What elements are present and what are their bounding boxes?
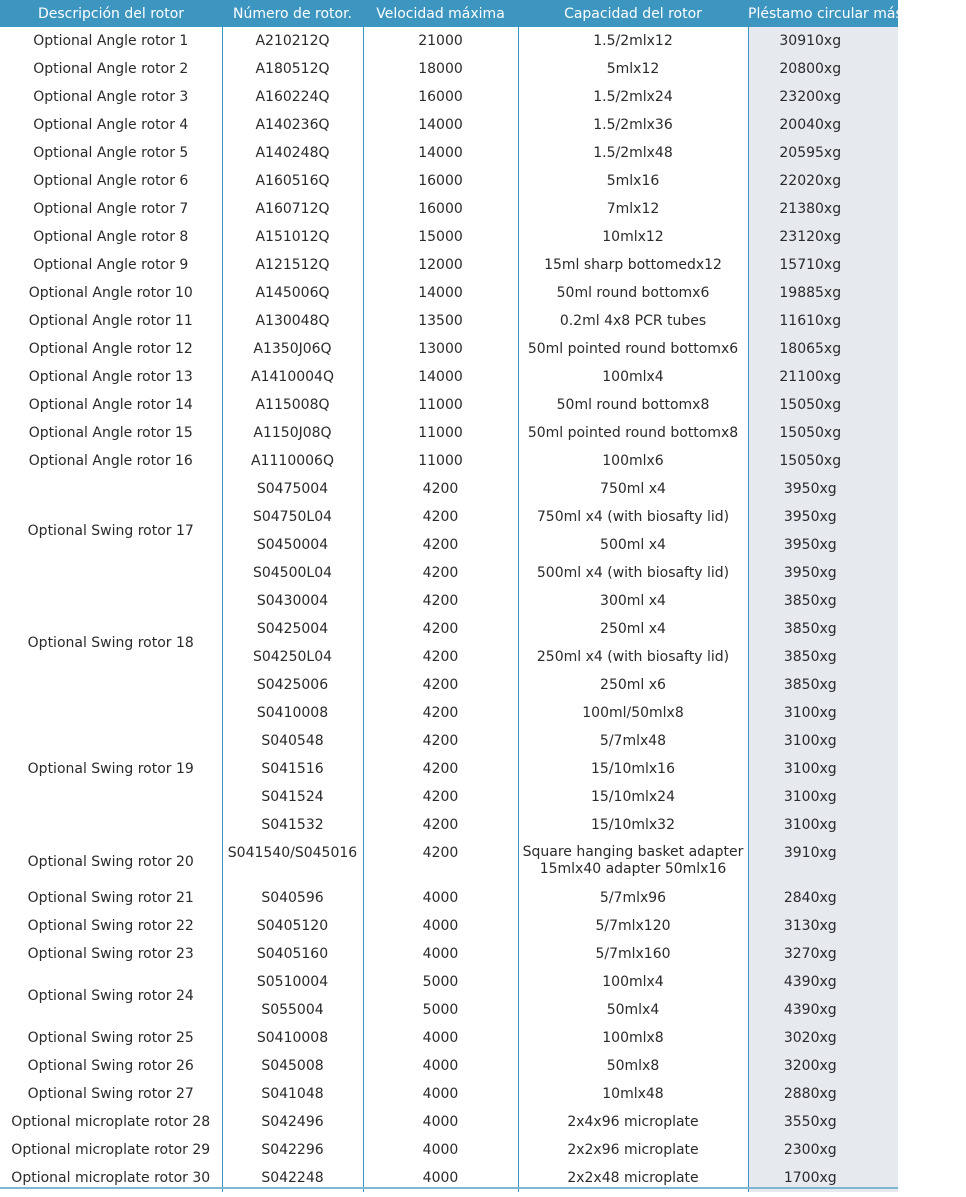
rotor-description-cell: Optional Swing rotor 21 [27,890,194,906]
rotor-number-cell: S0405160 [222,940,363,968]
capacity-cell: 100ml/50mlx8 [518,699,748,727]
capacity-cell: 5/7mlx160 [518,940,748,968]
max-speed-cell: 4000 [363,1108,518,1136]
rotor-number-cell: A180512Q [222,55,363,83]
table-row [0,587,898,615]
max-rcf-cell: 3130xg [748,912,898,940]
max-speed-cell: 14000 [363,139,518,167]
capacity-cell: 250ml x4 (with biosafty lid) [518,643,748,671]
table-row [0,83,898,111]
capacity-cell: 5/7mlx96 [518,884,748,912]
max-speed-cell: 14000 [363,279,518,307]
max-rcf-cell: 18065xg [748,335,898,363]
rotor-description-cell: Optional Angle rotor 12 [28,341,193,357]
bottom-rule [0,1187,898,1189]
rotor-number-cell: A140248Q [222,139,363,167]
max-speed-cell: 16000 [363,195,518,223]
rotor-number-cell: A145006Q [222,279,363,307]
rotor-number-cell: A160224Q [222,83,363,111]
rotor-number-cell: S040548 [222,727,363,755]
max-speed-cell: 4200 [363,783,518,811]
max-speed-cell: 11000 [363,419,518,447]
max-speed-cell: 4000 [363,1164,518,1192]
capacity-cell: 5/7mlx120 [518,912,748,940]
max-rcf-cell: 3100xg [748,755,898,783]
max-speed-cell: 4000 [363,1080,518,1108]
capacity-cell: 750ml x4 [518,475,748,503]
rotor-description-cell: Optional Swing rotor 26 [27,1058,194,1074]
rotor-number-cell: S0410008 [222,1024,363,1052]
capacity-cell: 7mlx12 [518,195,748,223]
rotor-description-cell: Optional Angle rotor 13 [28,369,193,385]
capacity-cell: 100mlx6 [518,447,748,475]
rotor-number-cell: S042296 [222,1136,363,1164]
max-rcf-cell: 3020xg [748,1024,898,1052]
table-row [0,251,898,279]
rotor-number-cell: A1350J06Q [222,335,363,363]
table-row [0,884,898,912]
rotor-description-cell: Optional Swing rotor 20 [27,853,194,870]
max-rcf-cell: 22020xg [748,167,898,195]
table-row [0,940,898,968]
rotor-number-cell: A160712Q [222,195,363,223]
rotor-number-cell: S04750L04 [222,503,363,531]
table-row [0,55,898,83]
max-rcf-cell: 21380xg [748,195,898,223]
max-speed-cell: 4200 [363,531,518,559]
table-row [0,1080,898,1108]
max-rcf-cell: 3950xg [748,531,898,559]
capacity-cell: 750ml x4 (with biosafty lid) [518,503,748,531]
table-row [0,195,898,223]
table-row [0,27,898,55]
capacity-cell: 50mlx4 [518,996,748,1024]
rotor-number-cell: A160516Q [222,167,363,195]
table-row [0,111,898,139]
max-speed-cell: 16000 [363,167,518,195]
table-row [0,307,898,335]
capacity-cell: 5/7mlx48 [518,727,748,755]
max-speed-cell: 18000 [363,55,518,83]
rotor-description-cell: Optional Angle rotor 3 [33,89,189,105]
max-rcf-cell: 3270xg [748,940,898,968]
rotor-description-cell: Optional Angle rotor 16 [28,453,193,469]
rotor-number-cell: S040596 [222,884,363,912]
table-row [0,475,898,503]
max-rcf-cell: 11610xg [748,307,898,335]
rotor-number-cell: S041048 [222,1080,363,1108]
max-speed-cell: 4200 [363,671,518,699]
table-row [0,1052,898,1080]
capacity-cell: 100mlx8 [518,1024,748,1052]
rotor-number-cell: A1150J08Q [222,419,363,447]
capacity-cell: 0.2ml 4x8 PCR tubes [518,307,748,335]
max-rcf-cell: 3850xg [748,587,898,615]
max-rcf-cell: 15050xg [748,391,898,419]
capacity-cell: 1.5/2mlx36 [518,111,748,139]
max-rcf-cell: 15050xg [748,419,898,447]
capacity-cell: 500ml x4 (with biosafty lid) [518,559,748,587]
table-row [0,839,898,884]
header-rotor-number: Número de rotor. [222,0,363,27]
rotor-description-cell: Optional Swing rotor 23 [27,946,194,962]
max-speed-cell: 4200 [363,839,518,884]
max-speed-cell: 11000 [363,447,518,475]
max-rcf-cell: 3950xg [748,475,898,503]
rotor-number-cell: A140236Q [222,111,363,139]
table-row [0,1108,898,1136]
max-rcf-cell: 2300xg [748,1136,898,1164]
table-row [0,391,898,419]
rotor-description-cell: Optional Swing rotor 25 [27,1030,194,1046]
max-speed-cell: 16000 [363,83,518,111]
max-speed-cell: 4200 [363,811,518,839]
capacity-cell: 15/10mlx24 [518,783,748,811]
max-speed-cell: 4200 [363,503,518,531]
max-speed-cell: 4000 [363,912,518,940]
capacity-cell: Square hanging basket adapter 15mlx40 adapter 50mlx16 [518,839,748,884]
max-rcf-cell: 3910xg [748,839,898,884]
table-row [0,447,898,475]
max-rcf-cell: 15050xg [748,447,898,475]
max-rcf-cell: 1700xg [748,1164,898,1192]
max-speed-cell: 15000 [363,223,518,251]
rotor-number-cell: S0430004 [222,587,363,615]
rotor-description-cell: Optional Angle rotor 8 [33,229,189,245]
max-rcf-cell: 23200xg [748,83,898,111]
rotor-number-cell: S0510004 [222,968,363,996]
max-rcf-cell: 20040xg [748,111,898,139]
max-speed-cell: 4200 [363,559,518,587]
rotor-number-cell: A151012Q [222,223,363,251]
rotor-number-cell: A1110006Q [222,447,363,475]
table-row [0,699,898,727]
rotor-description-cell: Optional Swing rotor 22 [27,918,194,934]
header-rotor-description: Descripción del rotor [0,0,222,27]
max-speed-cell: 5000 [363,968,518,996]
rotor-number-cell: S041532 [222,811,363,839]
rotor-description-cell: Optional Swing rotor 17 [27,523,194,539]
max-rcf-cell: 23120xg [748,223,898,251]
rotor-number-cell: S0405120 [222,912,363,940]
max-speed-cell: 4000 [363,1024,518,1052]
capacity-cell: 15/10mlx32 [518,811,748,839]
capacity-cell: 250ml x6 [518,671,748,699]
capacity-cell: 5mlx16 [518,167,748,195]
capacity-cell: 300ml x4 [518,587,748,615]
table-row [0,223,898,251]
max-rcf-cell: 21100xg [748,363,898,391]
capacity-cell: 2x2x48 microplate [518,1164,748,1192]
capacity-cell: 50mlx8 [518,1052,748,1080]
max-rcf-cell: 3850xg [748,671,898,699]
rotor-number-cell: A121512Q [222,251,363,279]
rotor-description-cell: Optional Swing rotor 19 [27,761,194,777]
capacity-cell: 15/10mlx16 [518,755,748,783]
rotor-description-cell: Optional Angle rotor 7 [33,201,189,217]
max-speed-cell: 4000 [363,1136,518,1164]
rotor-number-cell: S0425004 [222,615,363,643]
table-row [0,912,898,940]
rotor-number-cell: A210212Q [222,27,363,55]
max-speed-cell: 12000 [363,251,518,279]
table-row [0,1136,898,1164]
max-speed-cell: 14000 [363,363,518,391]
max-speed-cell: 13500 [363,307,518,335]
max-rcf-cell: 3100xg [748,811,898,839]
capacity-cell: 1.5/2mlx24 [518,83,748,111]
capacity-cell: 50ml round bottomx6 [518,279,748,307]
rotor-number-cell: S041540/S045016 [222,839,363,884]
rotor-number-cell: S0450004 [222,531,363,559]
rotor-number-cell: S04250L04 [222,643,363,671]
table-row [0,279,898,307]
rotor-description-cell: Optional microplate rotor 28 [11,1114,211,1130]
capacity-cell: 1.5/2mlx12 [518,27,748,55]
rotor-description-cell: Optional Angle rotor 11 [28,313,193,329]
capacity-cell: 10mlx12 [518,223,748,251]
header-max-rcf: Pléstamo circular más ximo XG [748,0,898,27]
max-rcf-cell: 3100xg [748,783,898,811]
rotor-number-cell: S045008 [222,1052,363,1080]
max-speed-cell: 4200 [363,699,518,727]
max-rcf-cell: 3850xg [748,615,898,643]
rotor-description-cell: Optional Angle rotor 2 [33,61,189,77]
rotor-description-cell: Optional Angle rotor 14 [28,397,193,413]
header-rotor-capacity: Capacidad del rotor [518,0,748,27]
table-row [0,139,898,167]
table-row [0,363,898,391]
max-speed-cell: 4200 [363,587,518,615]
rotor-number-cell: S0475004 [222,475,363,503]
table-row [0,335,898,363]
capacity-cell: 50ml round bottomx8 [518,391,748,419]
rotor-number-cell: S042248 [222,1164,363,1192]
rotor-description-cell: Optional microplate rotor 29 [11,1142,211,1158]
table-row [0,419,898,447]
rotor-number-cell: S041524 [222,783,363,811]
max-rcf-cell: 20800xg [748,55,898,83]
max-speed-cell: 13000 [363,335,518,363]
max-rcf-cell: 3100xg [748,699,898,727]
rotor-description-cell: Optional Angle rotor 4 [33,117,189,133]
rotor-number-cell: A130048Q [222,307,363,335]
capacity-cell: 50ml pointed round bottomx8 [518,419,748,447]
max-rcf-cell: 3950xg [748,559,898,587]
rotor-description-cell: Optional Angle rotor 15 [28,425,193,441]
max-speed-cell: 4000 [363,884,518,912]
rotor-description-cell: Optional Swing rotor 27 [27,1086,194,1102]
max-rcf-cell: 19885xg [748,279,898,307]
max-speed-cell: 4200 [363,727,518,755]
max-speed-cell: 5000 [363,996,518,1024]
header-max-speed: Velocidad máxima [363,0,518,27]
rotor-description-cell: Optional Angle rotor 10 [28,285,193,301]
max-speed-cell: 21000 [363,27,518,55]
capacity-cell: 100mlx4 [518,363,748,391]
rotor-description-cell: Optional Angle rotor 6 [33,173,189,189]
capacity-cell: 10mlx48 [518,1080,748,1108]
max-rcf-cell: 3200xg [748,1052,898,1080]
max-speed-cell: 4200 [363,643,518,671]
max-speed-cell: 4000 [363,940,518,968]
rotor-number-cell: A1410004Q [222,363,363,391]
max-speed-cell: 4000 [363,1052,518,1080]
rotor-number-cell: S055004 [222,996,363,1024]
table-header [0,0,966,27]
max-speed-cell: 14000 [363,111,518,139]
max-rcf-cell: 3550xg [748,1108,898,1136]
capacity-cell: 50ml pointed round bottomx6 [518,335,748,363]
max-speed-cell: 4200 [363,615,518,643]
rotor-description-cell: Optional Angle rotor 9 [33,257,189,273]
rotor-description-cell: Optional microplate rotor 30 [11,1170,211,1186]
max-speed-cell: 4200 [363,755,518,783]
max-rcf-cell: 30910xg [748,27,898,55]
max-rcf-cell: 15710xg [748,251,898,279]
rotor-description-cell: Optional Swing rotor 18 [27,635,194,651]
max-rcf-cell: 3950xg [748,503,898,531]
rotor-description-cell: Optional Angle rotor 1 [33,33,189,49]
rotor-description-cell: Optional Swing rotor 24 [27,988,194,1004]
max-rcf-cell: 3850xg [748,643,898,671]
table-row [0,167,898,195]
max-rcf-cell: 2880xg [748,1080,898,1108]
table-row [0,1024,898,1052]
capacity-cell: 15ml sharp bottomedx12 [518,251,748,279]
capacity-cell: 100mlx4 [518,968,748,996]
max-speed-cell: 11000 [363,391,518,419]
max-rcf-cell: 4390xg [748,968,898,996]
rotor-number-cell: S0425006 [222,671,363,699]
rotor-number-cell: S041516 [222,755,363,783]
max-rcf-cell: 20595xg [748,139,898,167]
table-body [0,27,898,1192]
capacity-cell: 500ml x4 [518,531,748,559]
capacity-cell: 5mlx12 [518,55,748,83]
max-speed-cell: 4200 [363,475,518,503]
rotor-number-cell: S0410008 [222,699,363,727]
rotor-description-cell: Optional Angle rotor 5 [33,145,189,161]
capacity-cell: 2x4x96 microplate [518,1108,748,1136]
rotor-number-cell: S042496 [222,1108,363,1136]
capacity-cell: 2x2x96 microplate [518,1136,748,1164]
rotor-number-cell: A115008Q [222,391,363,419]
max-rcf-cell: 2840xg [748,884,898,912]
table-row [0,968,898,996]
max-rcf-cell: 3100xg [748,727,898,755]
max-rcf-cell: 4390xg [748,996,898,1024]
rotor-number-cell: S04500L04 [222,559,363,587]
capacity-cell: 250ml x4 [518,615,748,643]
capacity-cell: 1.5/2mlx48 [518,139,748,167]
